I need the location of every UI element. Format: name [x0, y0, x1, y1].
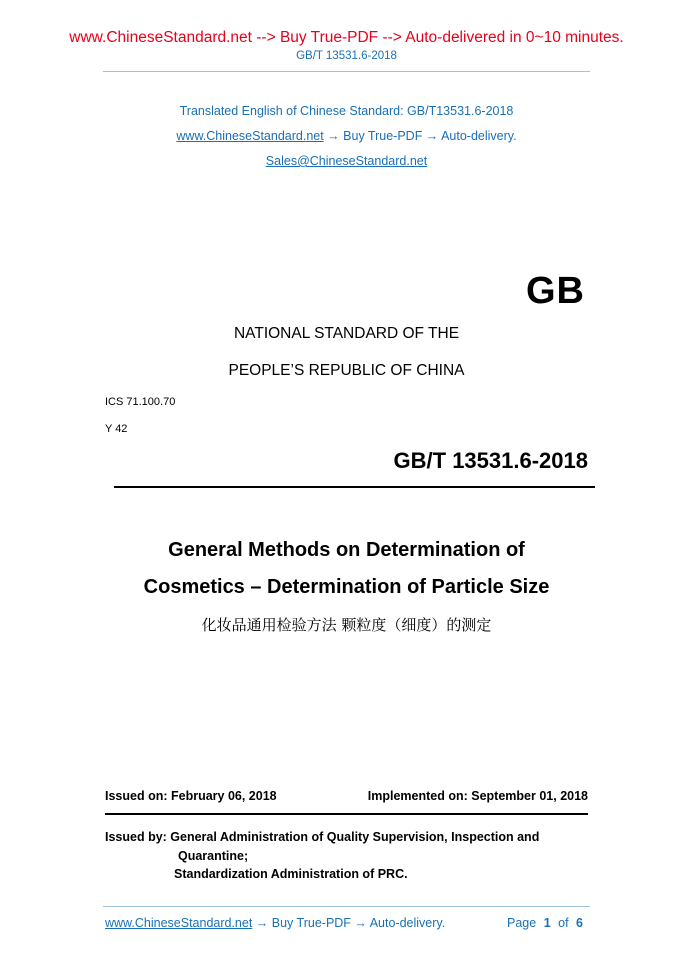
footer-delivery-line [105, 916, 445, 930]
header-banner[interactable]: www.ChineseStandard.net --> Buy True-PDF --> Auto-delivered in 0~10 minutes. [69, 29, 624, 46]
ics-code: ICS 71.100.70 [105, 396, 176, 408]
title-line2: Cosmetics – Determination of Particle Size [143, 576, 550, 598]
class-code: Y 42 [105, 423, 128, 435]
footer-site-link[interactable]: www.ChineseStandard.net [105, 916, 253, 930]
site-link[interactable]: www.ChineseStandard.net [176, 129, 324, 143]
page-indicator [507, 916, 583, 930]
issued-by-line3: Standardization Administration of PRC. [174, 867, 408, 881]
header-divider [103, 71, 590, 72]
email-line [0, 154, 693, 168]
page-label: Page [507, 916, 537, 930]
implemented-on-date: Implemented on: September 01, 2018 [367, 789, 588, 803]
national-standard-line1: NATIONAL STANDARD OF THE [233, 325, 460, 342]
page-number: 1 [543, 916, 551, 930]
delivery-text: → Buy True-PDF → Auto-delivery. [323, 129, 517, 143]
gb-logo: GB [526, 270, 585, 312]
header-code: GB/T 13531.6-2018 [296, 50, 397, 62]
dates-divider [105, 813, 588, 815]
footer-delivery-text: → Buy True-PDF → Auto-delivery. [252, 916, 446, 930]
title-chinese: 化妆品通用检验方法 颗粒度（细度）的测定 [201, 616, 492, 634]
footer-divider [103, 906, 590, 907]
page-total: 6 [576, 916, 583, 930]
issued-by-line1: Issued by: General Administration of Quality Supervision, Inspection and [105, 830, 540, 844]
standard-number: GB/T 13531.6-2018 [393, 448, 588, 473]
title-line1: General Methods on Determination of [168, 539, 525, 561]
issued-on-date: Issued on: February 06, 2018 [105, 789, 277, 803]
standard-divider [114, 486, 595, 488]
national-standard-line2: PEOPLE’S REPUBLIC OF CHINA [228, 362, 465, 379]
of-label: of [558, 916, 569, 930]
email-link[interactable]: Sales@ChineseStandard.net [265, 154, 428, 168]
translation-line: Translated English of Chinese Standard: GB/T13531.6-2018 [179, 104, 514, 118]
issued-by-line2: Quarantine; [178, 849, 249, 863]
translation-delivery-line [0, 129, 693, 143]
